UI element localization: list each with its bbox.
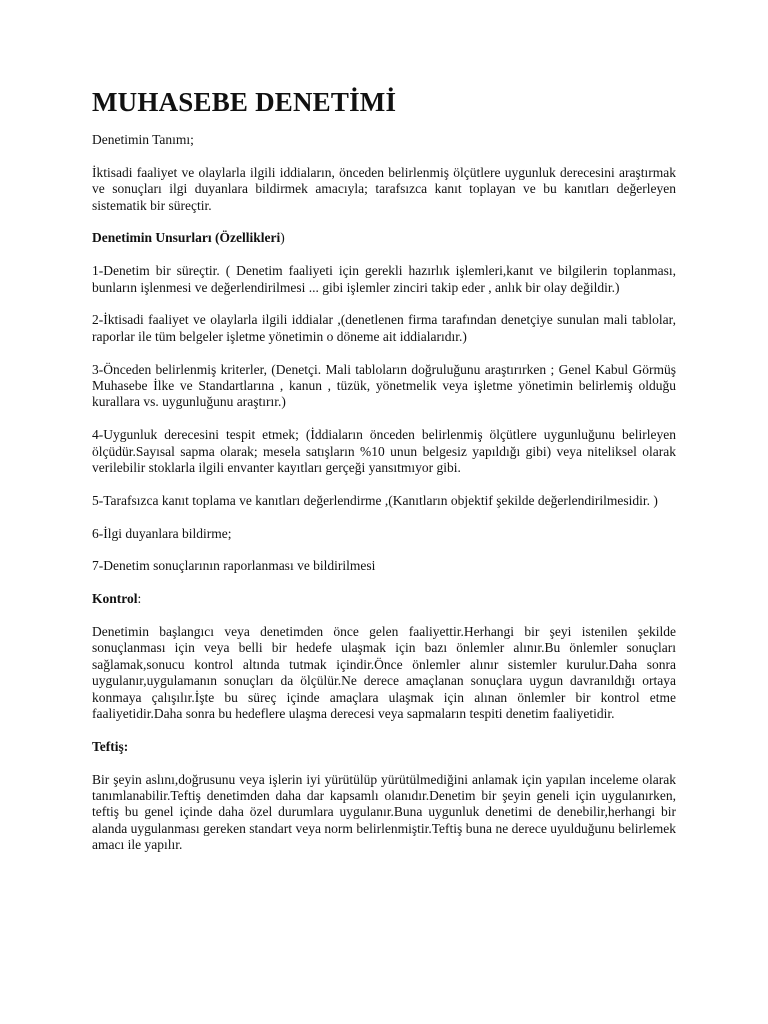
definition-heading: Denetimin Tanımı; [92,132,194,147]
document-title: MUHASEBE DENETİMİ [92,87,397,117]
inspection-paragraph: Bir şeyin aslını,doğrusunu veya işlerin iyi yürütülüp yürütülmediğini anlamak için yapılan inceleme olarak tanımlanabilir.Teftiş denetimden daha dar kapsamlı olanıdır.Denetim bir şeyin geneli için uygulanırken, teftiş bu genel içinde daha özel durumlara uygulanır.Buna uygunluk denetimi de denebilir,herhangi bir alanda uygulanması gereken standart veya norm belirlenmiştir.Teftiş buna ne derece uyulduğunu belirlemek amacı ile yapılır. [92,771,676,853]
element-item-1: 1-Denetim bir süreçtir. ( Denetim faaliyeti için gerekli hazırlık işlemleri,kanıt ve bilgilerin toplanması, bunların işlenmesi ve değerlendirilmesi ... gibi işlemler zinciri takip eder , anlık bir olay değildir.) [92,263,676,295]
element-item-2: 2-İktisadi faaliyet ve olaylarla ilgili iddialar ,(denetlenen firma tarafından denetçiye sunulan mali tablolar, raporlar ile tüm belgeler işletme yönetimin o döneme ait iddialarıdır.) [92,312,676,344]
element-item-4: 4-Uygunluk derecesini tespit etmek; (İddiaların önceden belirlenmiş ölçütlere uygunluğunu belirleyen ölçüdür.Sayısal sapma olarak; mesela satışların %10 unun belgesiz yapıldığı gibi) veya niteliksel olarak verilebilir stoklarla ilgili envanter kayıtları gerçeği yansıtmıyor gibi. [92,427,676,476]
control-heading-bold: Kontrol [92,591,138,607]
document-page [92,86,676,854]
control-heading-tail: : [137,591,142,607]
definition-paragraph: İktisadi faaliyet ve olaylarla ilgili iddiaların, önceden belirlenmiş ölçütlere uygunluk derecesini araştırmak ve sonuçları ilgi duyanlara bildirmek amacıyla; tarafsızca kanıt toplayan ve bu kanıtları değerleyen sistematik bir süreçtir. [92,164,676,213]
control-heading [92,591,676,607]
control-paragraph: Denetimin başlangıcı veya denetimden önce gelen faaliyettir.Herhangi bir şeyi istenilen şekilde sonuçlanması için veya belli bir hedefe ulaşmak için bazı önlemler alınır.Bu önlemler sonuçları sağlamak,sonucu kontrol altında tutmak içindir.Önce önlemler alınır sistemler kurulur.Daha sonra uygulanır,uygulamanın sonuçları da ölçülür.Ne derece amaçlanan sonuçlara uygun davranıldığı ortaya konmaya çalışılır.İşte bu süreç içinde amaçlara ulaşmak için alınan önlemler bir kontrol etme faaliyetidir.Daha sonra bu hedeflere ulaşma derecesi veya sapmaların tespiti denetim faaliyetidir. [92,624,676,722]
element-item-6: 6-İlgi duyanlara bildirme; [92,525,232,541]
inspection-heading: Teftiş: [92,738,129,754]
elements-heading-tail: ) [280,230,285,246]
element-item-5: 5-Tarafsızca kanıt toplama ve kanıtları değerlendirme ,(Kanıtların objektif şekilde değerlendirilmesidir. ) [92,492,658,508]
elements-heading-bold: Denetimin Unsurları (Özellikleri [92,230,281,246]
element-item-7: 7-Denetim sonuçlarının raporlanması ve bildirilmesi [92,558,376,574]
element-item-3: 3-Önceden belirlenmiş kriterler, (Denetçi. Mali tabloların doğruluğunu araştırırken ; Genel Kabul Görmüş Muhasebe İlke ve Standartlarına , kanun , tüzük, yönetmelik veya işletme yönetimin belirlemiş olduğu kurallara vs. uygunluğunu araştırır.) [92,361,676,410]
elements-heading [92,230,676,246]
